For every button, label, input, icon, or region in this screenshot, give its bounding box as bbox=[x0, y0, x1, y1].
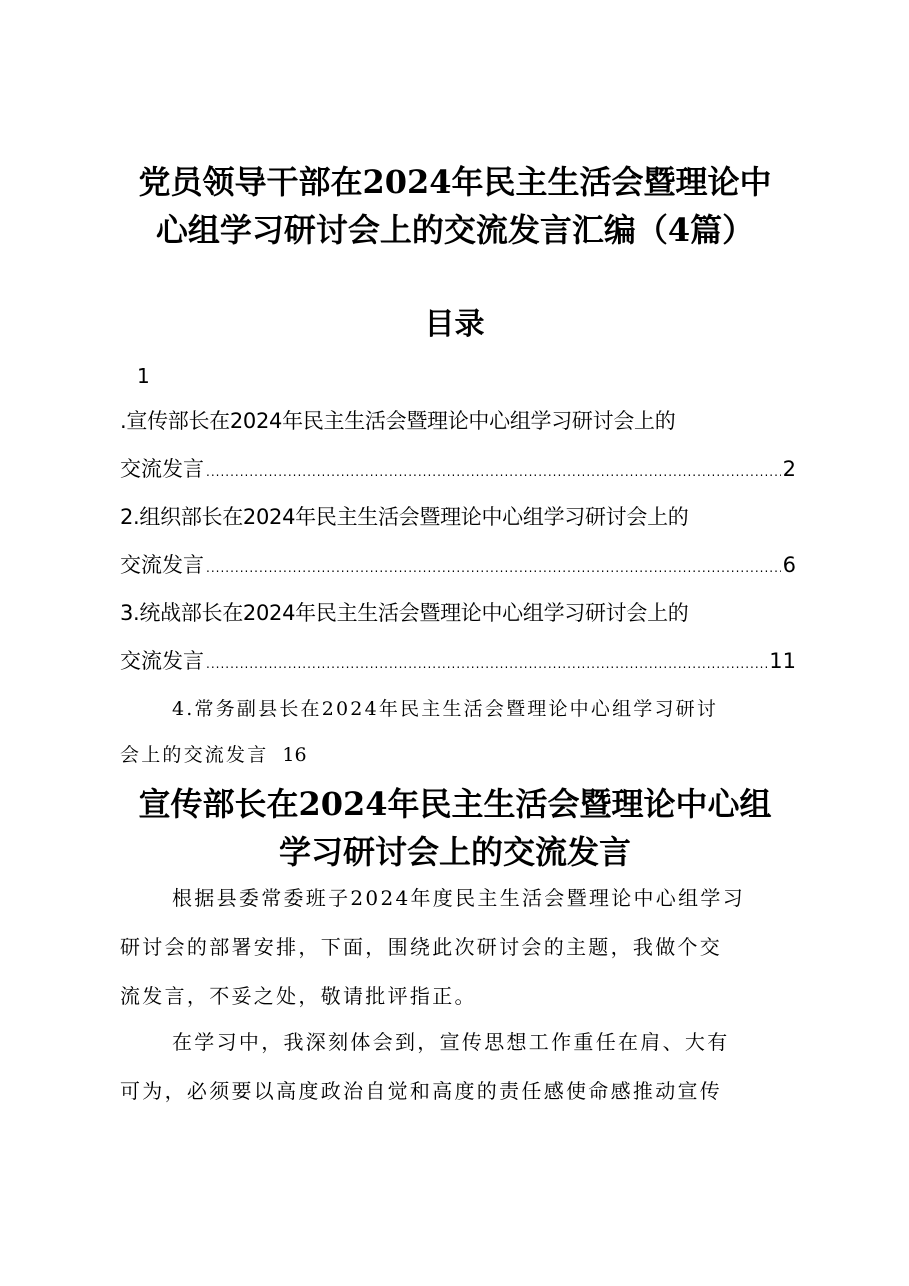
toc-number: 1 bbox=[137, 364, 150, 388]
toc-heading: 目录 bbox=[424, 307, 485, 342]
body-paragraph-2 bbox=[120, 1018, 796, 1116]
toc-entry-3-label: 交流发言 bbox=[120, 649, 204, 673]
toc-entry-3-page: 11 bbox=[769, 649, 796, 673]
document-title-line-1: 党员领导干部在2024年民主生活会暨理论中 bbox=[138, 163, 772, 201]
toc-entry-2-line-1[interactable]: 2.组织部长在2024年民主生活会暨理论中心组学习研讨会上的 bbox=[120, 505, 689, 529]
toc-leader-dots bbox=[206, 457, 781, 487]
toc-entry-1-line-1[interactable]: .宣传部长在2024年民主生活会暨理论中心组学习研讨会上的 bbox=[120, 409, 676, 433]
document-title-line-2: 心组学习研讨会上的交流发言汇编（4篇） bbox=[155, 211, 755, 249]
toc-entry-2-line-2[interactable] bbox=[120, 550, 796, 583]
paragraph-line: 根据县委常委班子2024年度民主生活会暨理论中心组学习 bbox=[172, 886, 745, 910]
toc-entry-3-line-2[interactable] bbox=[120, 646, 796, 679]
toc-entry-1-page: 2 bbox=[782, 457, 796, 481]
paragraph-line: 可为，必须要以高度政治自觉和高度的责任感使命感推动宣传 bbox=[120, 1079, 723, 1103]
toc-entry-4-label: 会上的交流发言 bbox=[120, 744, 269, 766]
section-title bbox=[100, 780, 810, 876]
body-paragraph-1 bbox=[120, 874, 796, 1021]
paragraph-line: 流发言，不妥之处，敬请批评指正。 bbox=[120, 984, 477, 1008]
toc-leader-dots bbox=[206, 649, 767, 679]
toc-entry-2-label: 交流发言 bbox=[120, 553, 204, 577]
toc-entry-2-page: 6 bbox=[782, 553, 796, 577]
toc-entry-1-label: 交流发言 bbox=[120, 457, 204, 481]
toc-entry-1-line-2[interactable] bbox=[120, 454, 796, 487]
toc-entry-3-line-1[interactable]: 3.统战部长在2024年民主生活会暨理论中心组学习研讨会上的 bbox=[120, 601, 689, 625]
toc-entry-4-line-1[interactable]: 4.常务副县长在2024年民主生活会暨理论中心组学习研讨 bbox=[172, 698, 719, 720]
section-title-line-1: 宣传部长在2024年民主生活会暨理论中心组 bbox=[138, 785, 772, 823]
paragraph-line: 在学习中，我深刻体会到，宣传思想工作重任在肩、大有 bbox=[172, 1030, 730, 1054]
document-title bbox=[100, 158, 810, 254]
section-title-line-2: 学习研讨会上的交流发言 bbox=[278, 833, 631, 871]
toc-leader-dots bbox=[206, 553, 781, 583]
toc-entry-4-page: 16 bbox=[282, 744, 307, 766]
toc-entry-4-line-2[interactable] bbox=[120, 740, 796, 770]
paragraph-line: 研讨会的部署安排，下面，围绕此次研讨会的主题，我做个交 bbox=[120, 935, 723, 959]
